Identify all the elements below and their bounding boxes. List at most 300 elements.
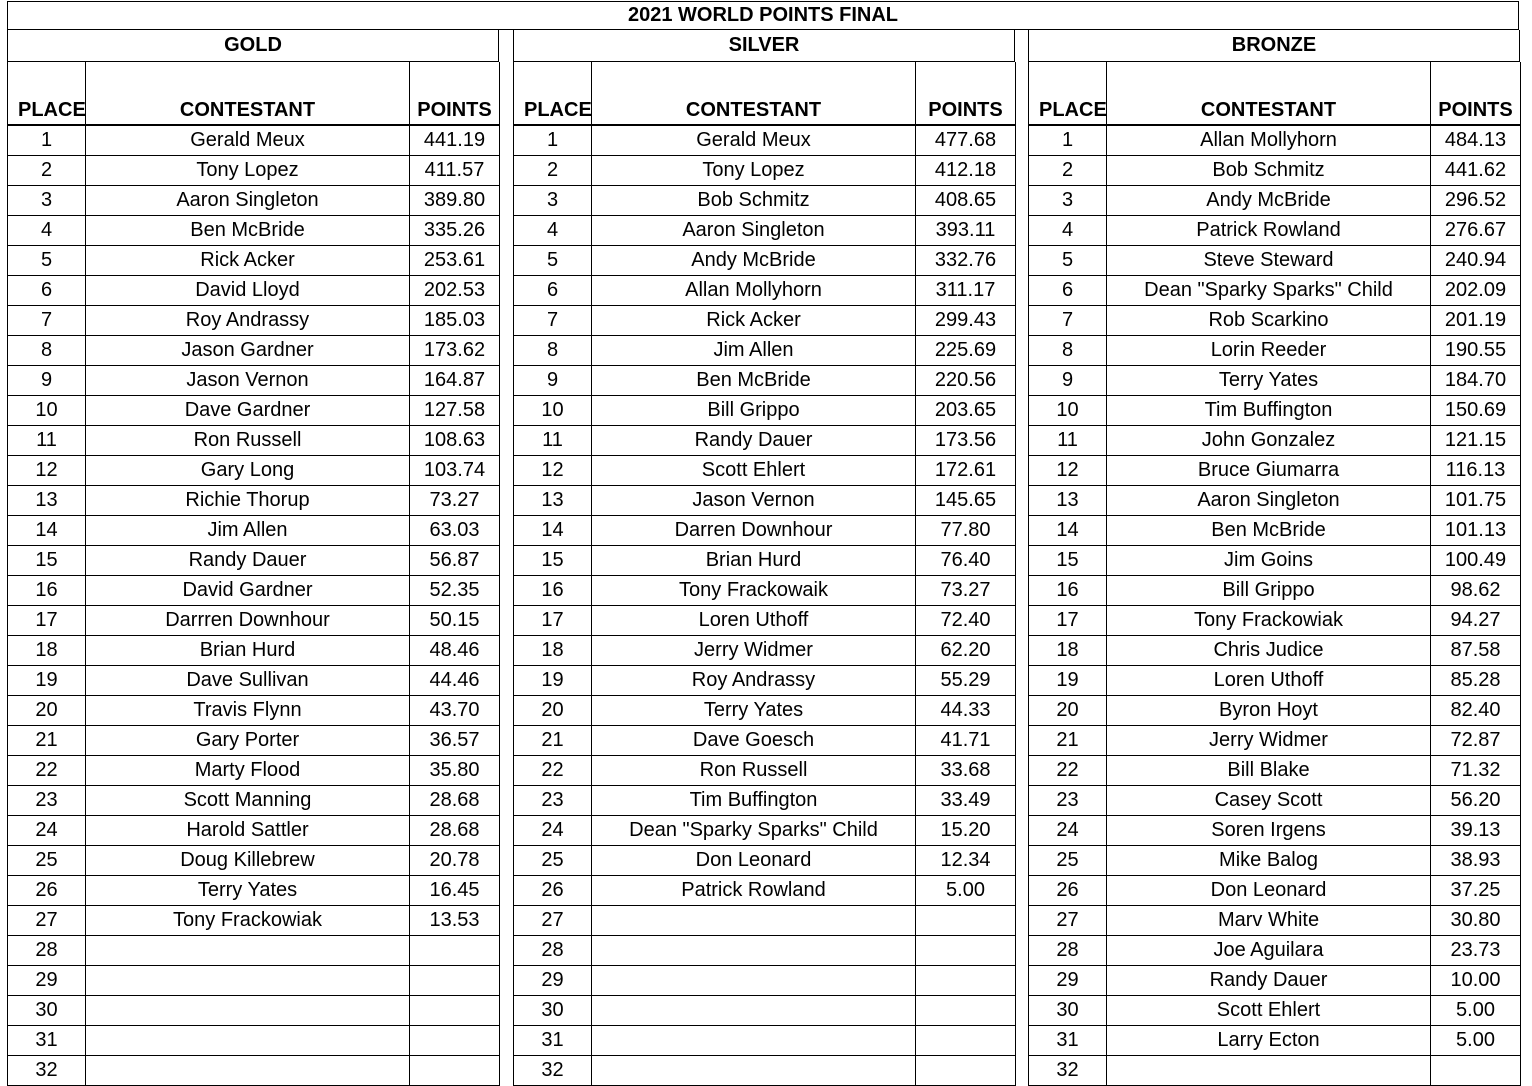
place-cell: 20 <box>1029 696 1107 726</box>
place-cell: 16 <box>8 576 86 606</box>
place-cell: 31 <box>514 1026 592 1056</box>
place-cell: 23 <box>1029 786 1107 816</box>
place-cell: 8 <box>1029 336 1107 366</box>
place-cell: 32 <box>1029 1056 1107 1086</box>
contestant-cell: Dean "Sparky Sparks" Child <box>1107 276 1431 306</box>
contestant-cell: Tim Buffington <box>1107 396 1431 426</box>
points-cell: 39.13 <box>1431 816 1521 846</box>
place-cell: 12 <box>1029 456 1107 486</box>
place-cell: 18 <box>514 636 592 666</box>
contestant-header: CONTESTANT <box>592 62 916 125</box>
table-row <box>8 336 500 366</box>
contestant-cell: Scott Manning <box>86 786 410 816</box>
points-cell: 73.27 <box>916 576 1016 606</box>
points-cell: 5.00 <box>916 876 1016 906</box>
contestant-cell: Rick Acker <box>86 246 410 276</box>
points-cell: 62.20 <box>916 636 1016 666</box>
table-row <box>514 816 1016 846</box>
table-row <box>514 306 1016 336</box>
table-row <box>514 906 1016 936</box>
points-cell: 173.56 <box>916 426 1016 456</box>
place-cell: 7 <box>514 306 592 336</box>
contestant-cell: Patrick Rowland <box>1107 216 1431 246</box>
contestant-cell: Gary Porter <box>86 726 410 756</box>
place-cell: 15 <box>1029 546 1107 576</box>
place-cell: 14 <box>8 516 86 546</box>
contestant-cell <box>592 1056 916 1086</box>
points-cell: 10.00 <box>1431 966 1521 996</box>
points-cell: 28.68 <box>410 786 500 816</box>
contestant-cell <box>86 1056 410 1086</box>
table-row <box>514 336 1016 366</box>
points-cell: 240.94 <box>1431 246 1521 276</box>
points-cell: 43.70 <box>410 696 500 726</box>
place-cell: 11 <box>514 426 592 456</box>
contestant-cell: Bill Grippo <box>1107 576 1431 606</box>
table-row <box>8 366 500 396</box>
place-cell: 26 <box>8 876 86 906</box>
contestant-cell: Scott Ehlert <box>1107 996 1431 1026</box>
points-cell: 393.11 <box>916 216 1016 246</box>
points-cell: 55.29 <box>916 666 1016 696</box>
place-cell: 26 <box>514 876 592 906</box>
table-row <box>514 366 1016 396</box>
table-row <box>8 666 500 696</box>
table-row <box>8 966 500 996</box>
place-cell: 29 <box>1029 966 1107 996</box>
points-header: POINTS <box>916 62 1016 125</box>
contestant-cell: Jim Goins <box>1107 546 1431 576</box>
points-cell: 44.33 <box>916 696 1016 726</box>
table-row <box>514 516 1016 546</box>
contestant-cell: Rick Acker <box>592 306 916 336</box>
points-cell: 12.34 <box>916 846 1016 876</box>
points-cell: 145.65 <box>916 486 1016 516</box>
contestant-cell: Jerry Widmer <box>1107 726 1431 756</box>
table-row <box>1029 125 1521 156</box>
place-cell: 24 <box>1029 816 1107 846</box>
table-row <box>1029 246 1521 276</box>
place-cell: 13 <box>1029 486 1107 516</box>
contestant-cell: Ben McBride <box>86 216 410 246</box>
points-cell <box>916 936 1016 966</box>
points-cell: 108.63 <box>410 426 500 456</box>
contestant-cell: Jerry Widmer <box>592 636 916 666</box>
table-row <box>1029 576 1521 606</box>
table-row <box>514 486 1016 516</box>
points-cell: 164.87 <box>410 366 500 396</box>
points-cell: 202.53 <box>410 276 500 306</box>
points-cell: 190.55 <box>1431 336 1521 366</box>
points-cell: 276.67 <box>1431 216 1521 246</box>
points-cell: 150.69 <box>1431 396 1521 426</box>
table-row <box>8 486 500 516</box>
place-cell: 27 <box>1029 906 1107 936</box>
table-row <box>8 636 500 666</box>
table-row <box>514 936 1016 966</box>
points-cell: 220.56 <box>916 366 1016 396</box>
contestant-cell: Bob Schmitz <box>1107 156 1431 186</box>
header-row <box>8 62 500 125</box>
points-cell: 76.40 <box>916 546 1016 576</box>
place-cell: 3 <box>8 186 86 216</box>
standings-body <box>8 125 500 1086</box>
points-cell: 311.17 <box>916 276 1016 306</box>
place-cell: 30 <box>1029 996 1107 1026</box>
table-row <box>8 846 500 876</box>
table-row <box>8 696 500 726</box>
place-header: PLACE <box>514 62 592 125</box>
table-row <box>514 156 1016 186</box>
place-cell: 4 <box>1029 216 1107 246</box>
place-cell: 18 <box>8 636 86 666</box>
contestant-cell: Aaron Singleton <box>592 216 916 246</box>
division-bronze <box>1028 30 1520 1085</box>
points-cell: 41.71 <box>916 726 1016 756</box>
points-cell: 33.49 <box>916 786 1016 816</box>
points-cell: 185.03 <box>410 306 500 336</box>
contestant-cell: Chris Judice <box>1107 636 1431 666</box>
contestant-cell: Jim Allen <box>592 336 916 366</box>
contestant-cell: Scott Ehlert <box>592 456 916 486</box>
place-cell: 32 <box>8 1056 86 1086</box>
contestant-cell: Casey Scott <box>1107 786 1431 816</box>
contestant-cell <box>86 996 410 1026</box>
points-cell: 20.78 <box>410 846 500 876</box>
points-cell: 253.61 <box>410 246 500 276</box>
points-cell: 16.45 <box>410 876 500 906</box>
table-row <box>8 186 500 216</box>
table-row <box>1029 966 1521 996</box>
contestant-cell: Byron Hoyt <box>1107 696 1431 726</box>
place-cell: 18 <box>1029 636 1107 666</box>
points-cell: 30.80 <box>1431 906 1521 936</box>
contestant-cell: Brian Hurd <box>592 546 916 576</box>
contestant-cell: Ron Russell <box>592 756 916 786</box>
contestant-cell: Randy Dauer <box>1107 966 1431 996</box>
standings-table <box>513 62 1016 1086</box>
place-cell: 10 <box>1029 396 1107 426</box>
points-cell: 87.58 <box>1431 636 1521 666</box>
contestant-cell: Patrick Rowland <box>592 876 916 906</box>
place-cell: 7 <box>8 306 86 336</box>
place-cell: 11 <box>1029 426 1107 456</box>
table-row <box>1029 816 1521 846</box>
table-row <box>1029 486 1521 516</box>
table-row <box>514 426 1016 456</box>
place-cell: 9 <box>8 366 86 396</box>
points-cell: 23.73 <box>1431 936 1521 966</box>
points-cell <box>410 996 500 1026</box>
place-cell: 22 <box>514 756 592 786</box>
points-cell: 56.20 <box>1431 786 1521 816</box>
table-row <box>1029 726 1521 756</box>
contestant-cell: Terry Yates <box>86 876 410 906</box>
standings-body <box>514 125 1016 1086</box>
table-row <box>8 756 500 786</box>
place-cell: 13 <box>514 486 592 516</box>
place-cell: 1 <box>8 125 86 156</box>
contestant-cell: Gerald Meux <box>86 125 410 156</box>
points-cell: 71.32 <box>1431 756 1521 786</box>
table-row <box>8 246 500 276</box>
points-cell: 38.93 <box>1431 846 1521 876</box>
table-row <box>514 216 1016 246</box>
points-cell: 441.19 <box>410 125 500 156</box>
table-row <box>514 1056 1016 1086</box>
points-cell: 37.25 <box>1431 876 1521 906</box>
contestant-cell: Gary Long <box>86 456 410 486</box>
points-cell: 13.53 <box>410 906 500 936</box>
table-row <box>8 276 500 306</box>
place-cell: 8 <box>514 336 592 366</box>
place-cell: 13 <box>8 486 86 516</box>
place-cell: 27 <box>8 906 86 936</box>
header-row <box>1029 62 1521 125</box>
points-cell: 15.20 <box>916 816 1016 846</box>
table-row <box>1029 936 1521 966</box>
contestant-cell: Darren Downhour <box>592 516 916 546</box>
place-cell: 26 <box>1029 876 1107 906</box>
table-row <box>8 516 500 546</box>
points-cell: 201.19 <box>1431 306 1521 336</box>
contestant-cell: Don Leonard <box>1107 876 1431 906</box>
contestant-cell <box>592 966 916 996</box>
points-cell <box>916 1056 1016 1086</box>
points-cell: 116.13 <box>1431 456 1521 486</box>
place-cell: 1 <box>514 125 592 156</box>
points-cell: 101.75 <box>1431 486 1521 516</box>
contestant-cell: Loren Uthoff <box>592 606 916 636</box>
place-cell: 21 <box>1029 726 1107 756</box>
table-row <box>514 456 1016 486</box>
place-cell: 2 <box>1029 156 1107 186</box>
table-row <box>8 1026 500 1056</box>
table-row <box>514 846 1016 876</box>
place-cell: 4 <box>8 216 86 246</box>
table-row <box>514 606 1016 636</box>
table-row <box>8 726 500 756</box>
points-cell: 77.80 <box>916 516 1016 546</box>
place-cell: 17 <box>514 606 592 636</box>
place-cell: 30 <box>514 996 592 1026</box>
points-cell: 100.49 <box>1431 546 1521 576</box>
place-cell: 23 <box>514 786 592 816</box>
points-cell: 225.69 <box>916 336 1016 366</box>
place-cell: 28 <box>1029 936 1107 966</box>
table-row <box>8 456 500 486</box>
table-row <box>8 546 500 576</box>
place-cell: 5 <box>514 246 592 276</box>
table-row <box>8 906 500 936</box>
points-cell <box>916 1026 1016 1056</box>
place-cell: 19 <box>1029 666 1107 696</box>
points-cell: 52.35 <box>410 576 500 606</box>
contestant-cell: Bill Blake <box>1107 756 1431 786</box>
points-cell: 389.80 <box>410 186 500 216</box>
contestant-cell: Ron Russell <box>86 426 410 456</box>
points-cell: 98.62 <box>1431 576 1521 606</box>
table-row <box>1029 306 1521 336</box>
points-cell <box>1431 1056 1521 1086</box>
contestant-cell: Roy Andrassy <box>86 306 410 336</box>
contestant-cell: Roy Andrassy <box>592 666 916 696</box>
points-cell: 35.80 <box>410 756 500 786</box>
contestant-cell: Dean "Sparky Sparks" Child <box>592 816 916 846</box>
contestant-cell: Jason Gardner <box>86 336 410 366</box>
points-cell: 411.57 <box>410 156 500 186</box>
division-title: GOLD <box>7 30 499 62</box>
place-cell: 17 <box>8 606 86 636</box>
table-row <box>514 996 1016 1026</box>
points-cell: 28.68 <box>410 816 500 846</box>
standings-table <box>7 62 500 1086</box>
contestant-cell: Andy McBride <box>1107 186 1431 216</box>
points-cell: 127.58 <box>410 396 500 426</box>
table-row <box>1029 1026 1521 1056</box>
points-cell: 121.15 <box>1431 426 1521 456</box>
contestant-cell: Tony Frackowiak <box>1107 606 1431 636</box>
table-row <box>1029 276 1521 306</box>
contestant-cell: Bill Grippo <box>592 396 916 426</box>
table-row <box>1029 336 1521 366</box>
points-cell: 82.40 <box>1431 696 1521 726</box>
contestant-cell <box>86 966 410 996</box>
contestant-cell: Bruce Giumarra <box>1107 456 1431 486</box>
contestant-cell: David Gardner <box>86 576 410 606</box>
points-cell: 101.13 <box>1431 516 1521 546</box>
place-cell: 25 <box>8 846 86 876</box>
contestant-cell: Harold Sattler <box>86 816 410 846</box>
place-cell: 1 <box>1029 125 1107 156</box>
points-cell: 5.00 <box>1431 1026 1521 1056</box>
contestant-cell <box>1107 1056 1431 1086</box>
contestant-cell: Travis Flynn <box>86 696 410 726</box>
table-row <box>8 396 500 426</box>
table-row <box>8 125 500 156</box>
place-cell: 20 <box>8 696 86 726</box>
place-cell: 22 <box>1029 756 1107 786</box>
table-row <box>1029 906 1521 936</box>
table-row <box>514 786 1016 816</box>
place-cell: 14 <box>514 516 592 546</box>
contestant-cell: Joe Aguilara <box>1107 936 1431 966</box>
table-row <box>1029 786 1521 816</box>
contestant-header: CONTESTANT <box>1107 62 1431 125</box>
table-row <box>8 426 500 456</box>
place-cell: 31 <box>8 1026 86 1056</box>
contestant-cell: Dave Gardner <box>86 396 410 426</box>
contestant-cell: Bob Schmitz <box>592 186 916 216</box>
place-cell: 6 <box>8 276 86 306</box>
points-cell: 202.09 <box>1431 276 1521 306</box>
contestant-cell: Tony Frackowiak <box>86 906 410 936</box>
table-row <box>514 756 1016 786</box>
place-cell: 5 <box>8 246 86 276</box>
points-cell: 48.46 <box>410 636 500 666</box>
points-cell: 408.65 <box>916 186 1016 216</box>
table-row <box>1029 846 1521 876</box>
points-cell <box>410 936 500 966</box>
table-row <box>514 876 1016 906</box>
table-row <box>1029 156 1521 186</box>
place-cell: 10 <box>8 396 86 426</box>
table-row <box>8 876 500 906</box>
place-cell: 28 <box>8 936 86 966</box>
table-row <box>514 726 1016 756</box>
contestant-cell: Aaron Singleton <box>1107 486 1431 516</box>
contestant-cell: Ben McBride <box>1107 516 1431 546</box>
points-cell: 56.87 <box>410 546 500 576</box>
table-row <box>8 156 500 186</box>
contestant-cell <box>592 936 916 966</box>
header-row <box>514 62 1016 125</box>
table-row <box>514 636 1016 666</box>
table-row <box>8 576 500 606</box>
table-row <box>514 396 1016 426</box>
contestant-cell <box>592 1026 916 1056</box>
points-cell: 184.70 <box>1431 366 1521 396</box>
points-cell <box>410 1026 500 1056</box>
place-cell: 3 <box>1029 186 1107 216</box>
contestant-cell <box>592 996 916 1026</box>
contestant-cell: Jason Vernon <box>592 486 916 516</box>
table-row <box>514 966 1016 996</box>
contestant-cell: Tony Frackowaik <box>592 576 916 606</box>
points-cell: 73.27 <box>410 486 500 516</box>
contestant-cell <box>592 906 916 936</box>
standings-body <box>1029 125 1521 1086</box>
place-header: PLACE <box>8 62 86 125</box>
contestant-cell: Loren Uthoff <box>1107 666 1431 696</box>
place-cell: 21 <box>8 726 86 756</box>
points-cell: 296.52 <box>1431 186 1521 216</box>
points-cell: 441.62 <box>1431 156 1521 186</box>
contestant-cell: Andy McBride <box>592 246 916 276</box>
contestant-cell: Ben McBride <box>592 366 916 396</box>
points-cell: 5.00 <box>1431 996 1521 1026</box>
table-row <box>514 1026 1016 1056</box>
table-row <box>1029 216 1521 246</box>
place-cell: 15 <box>8 546 86 576</box>
table-row <box>8 216 500 246</box>
points-cell: 72.87 <box>1431 726 1521 756</box>
points-cell: 332.76 <box>916 246 1016 276</box>
table-row <box>1029 186 1521 216</box>
table-row <box>1029 396 1521 426</box>
place-header: PLACE <box>1029 62 1107 125</box>
table-row <box>8 306 500 336</box>
table-row <box>514 276 1016 306</box>
contestant-cell: Don Leonard <box>592 846 916 876</box>
table-row <box>514 186 1016 216</box>
contestant-cell: Marty Flood <box>86 756 410 786</box>
points-cell: 103.74 <box>410 456 500 486</box>
table-row <box>514 666 1016 696</box>
points-cell: 172.61 <box>916 456 1016 486</box>
table-row <box>1029 1056 1521 1086</box>
contestant-cell: John Gonzalez <box>1107 426 1431 456</box>
place-cell: 19 <box>514 666 592 696</box>
place-cell: 21 <box>514 726 592 756</box>
place-cell: 20 <box>514 696 592 726</box>
contestant-cell: Steve Steward <box>1107 246 1431 276</box>
contestant-cell: Mike Balog <box>1107 846 1431 876</box>
points-cell <box>916 906 1016 936</box>
place-cell: 28 <box>514 936 592 966</box>
contestant-cell: Dave Goesch <box>592 726 916 756</box>
table-row <box>8 786 500 816</box>
